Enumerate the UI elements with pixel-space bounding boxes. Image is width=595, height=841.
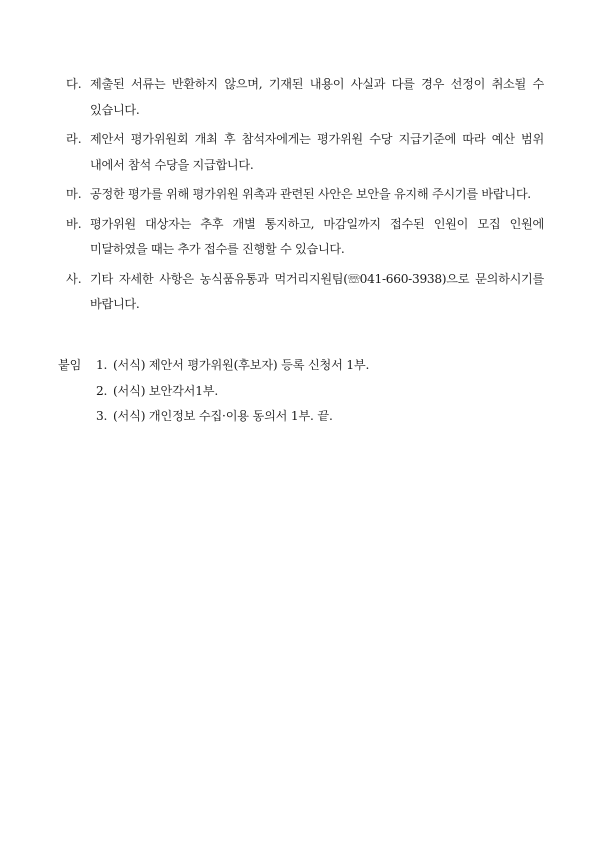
item-marker: 라. (66, 132, 82, 146)
item-text: 기타 자세한 사항은 농식품유통과 먹거리지원팀(☏041-660-3938)으로 문의하시기를 바랍니다. (90, 271, 544, 311)
item-marker: 마. (66, 187, 82, 201)
list-item (66, 127, 544, 178)
list-item (66, 267, 544, 318)
item-text: 평가위원 대상자는 추후 개별 통지하고, 마감일까지 접수된 인원이 모집 인원에 미달하였을 때는 추가 접수를 진행할 수 있습니다. (90, 216, 544, 256)
item-marker: 사. (66, 271, 82, 286)
attachment-row (58, 353, 538, 379)
attachment-number: 3. (96, 409, 108, 423)
attachment-row (58, 404, 538, 430)
list-item (66, 72, 544, 123)
attachment-number: 1. (96, 358, 108, 372)
attachments-label-spacer (58, 379, 96, 405)
item-text: 공정한 평가를 위해 평가위원 위촉과 관련된 사안은 보안을 유지해 주시기를 바랍니다. (90, 187, 531, 201)
item-marker: 다. (66, 77, 82, 91)
attachments-label: 붙임 (58, 358, 82, 372)
attachments-label-spacer (58, 404, 96, 430)
attachment-text: (서식) 제안서 평가위원(후보자) 등록 신청서 1부. (113, 358, 370, 372)
attachment-row (58, 379, 538, 405)
attachment-text: (서식) 개인정보 수집·이용 동의서 1부. 끝. (113, 409, 333, 423)
list-item (66, 182, 544, 208)
item-marker: 바. (66, 216, 82, 231)
notice-items (66, 72, 544, 322)
list-item (66, 212, 544, 263)
item-text: 제안서 평가위원회 개최 후 참석자에게는 평가위원 수당 지급기준에 따라 예산 범위 내에서 참석 수당을 지급합니다. (90, 132, 544, 172)
item-text: 제출된 서류는 반환하지 않으며, 기재된 내용이 사실과 다를 경우 선정이 취소될 수 있습니다. (90, 77, 544, 117)
attachments-section (58, 353, 538, 430)
attachment-number: 2. (96, 383, 108, 398)
attachment-text: (서식) 보안각서1부. (113, 383, 219, 398)
